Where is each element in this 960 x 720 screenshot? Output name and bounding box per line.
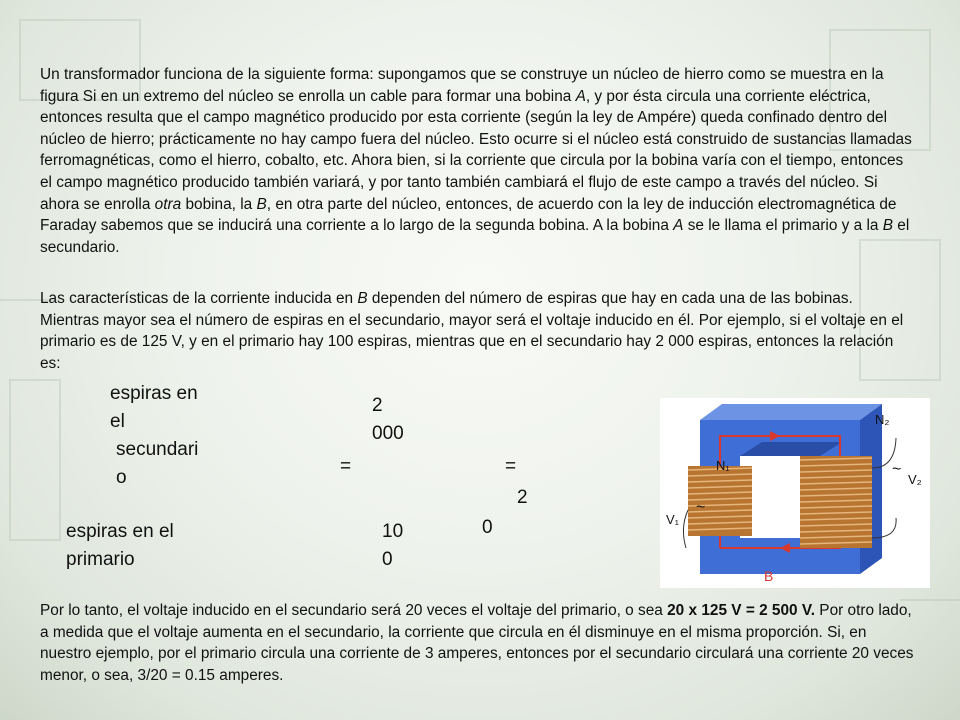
ac-symbol-secondary: ~ bbox=[892, 461, 902, 478]
secondary-coil bbox=[800, 456, 872, 548]
transformer-figure bbox=[660, 398, 930, 588]
transformer-diagram bbox=[660, 398, 930, 588]
ac-symbol-primary: ~ bbox=[696, 499, 706, 516]
paragraph-intro: Un transformador funciona de la siguiente forma: supongamos que se construye un núcleo de hierro como se muestra en la figura Si en un extremo del núcleo se enrolla un cable para formar una bobina A, y por ésta circula una corriente eléctrica, entonces resulta que el campo magnético producido por esta corriente (según la ley de Ampére) queda confinado dentro del núcleo de hierro; prácticamente no hay campo fuera del núcleo. Esto ocurre si el núcleo está construido de sustancias llamadas ferromagnéticas, como el hierro, cobalto, etc. Ahora bien, si la corriente que circula por la bobina varía con el tiempo, entonces el campo magnético producido también variará, y por tanto también cambiará el flujo de este campo a través del núcleo. Si ahora se enrolla otra bobina, la B, en otra parte del núcleo, entonces, de acuerdo con la ley de inducción electromagnética de Faraday sabemos que se inducirá una corriente a lo largo de la segunda bobina. A la bobina A se le llama el primario y a la B el secundario. bbox=[40, 66, 912, 256]
result-digit-2: 0 bbox=[482, 517, 493, 538]
label-n2: N₂ bbox=[875, 412, 890, 427]
core-top-face bbox=[700, 404, 882, 420]
label-n1: N₁ bbox=[716, 458, 730, 473]
value-numerator: 2 000 bbox=[372, 395, 404, 444]
paragraph-characteristics: Las características de la corriente inducida en B dependen del número de espiras que hay en cada una de las bobinas. Mientras mayor sea el número de espiras en el secundario, mayor será el voltaje inducido en él. Por ejemplo, si el voltaje en el primario es de 125 V, y en el primario hay 100 espiras, mientras que en el secundario hay 2 000 espiras, entonces la relación es: bbox=[40, 290, 904, 372]
equals-sign-1: = bbox=[340, 456, 352, 477]
fraction-denominator-label: espiras en el primario bbox=[66, 521, 174, 570]
label-v1: V₁ bbox=[666, 512, 680, 527]
paragraph-conclusion: Por lo tanto, el voltaje inducido en el secundario será 20 veces el voltaje del primario, o sea 20 x 125 V = 2 500 V. Por otro lado, a medida que el voltaje aumenta en el secundario, la corriente que circula en él disminuye en el misma proporción. Si, en nuestro ejemplo, por el primario circula una corriente de 3 amperes, entonces por el secundario circulará una corriente 20 veces menor, o sea, 3/20 = 0.15 amperes. bbox=[40, 602, 914, 684]
result-digit-1: 2 bbox=[517, 487, 528, 508]
label-b: B bbox=[764, 568, 774, 584]
label-v2: V₂ bbox=[908, 472, 922, 487]
equals-sign-2: = bbox=[505, 456, 517, 477]
value-denominator: 10 0 bbox=[382, 521, 404, 570]
fraction-numerator-label: espiras en el secundari o bbox=[110, 383, 199, 488]
